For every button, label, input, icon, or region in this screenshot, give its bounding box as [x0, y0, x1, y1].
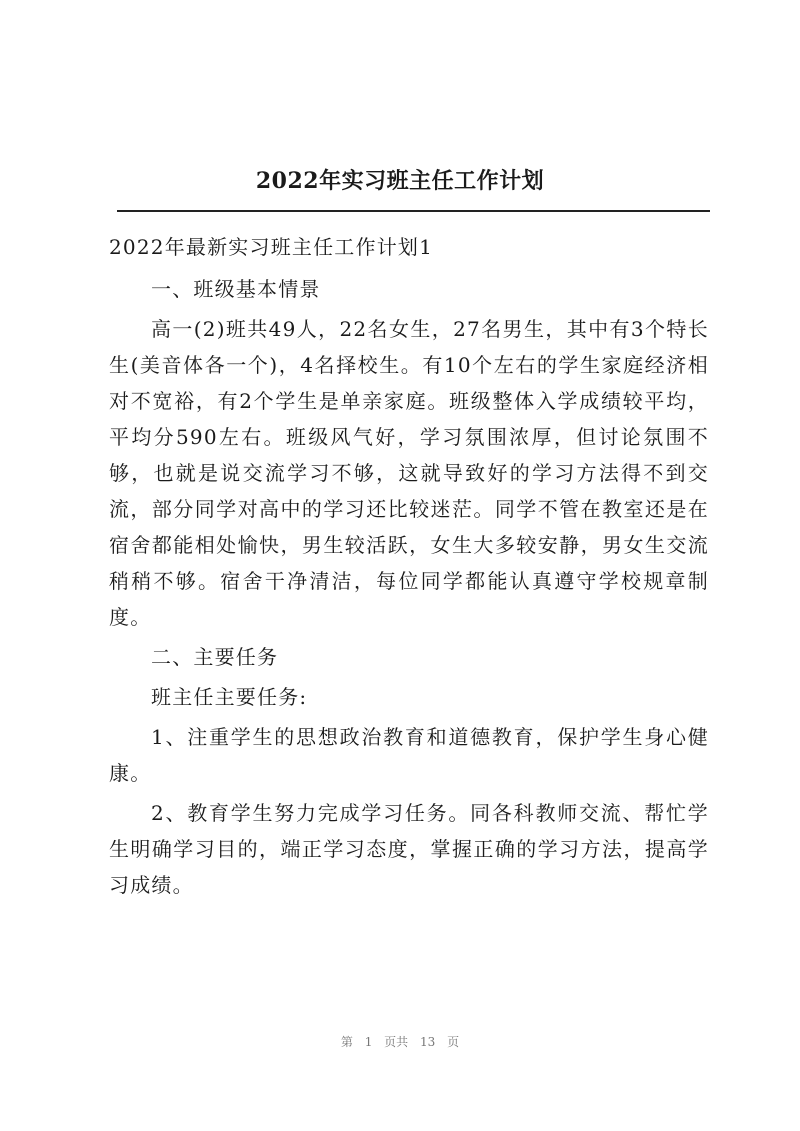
- list-item-task-1: 1、注重学生的思想政治教育和道德教育，保护学生身心健康。: [109, 725, 709, 785]
- paragraph-task-intro: 班主任主要任务:: [151, 685, 308, 709]
- document-title: 2022年实习班主任工作计划: [255, 168, 545, 194]
- section-heading-1: 一、班级基本情景: [151, 277, 321, 301]
- title-divider: [117, 210, 710, 212]
- document-body: [109, 229, 709, 907]
- document-subtitle: 2022年最新实习班主任工作计划1: [109, 235, 434, 259]
- list-item-task-2: 2、教育学生努力完成学习任务。同各科教师交流、帮忙学生明确学习目的，端正学习态度，掌握正确的学习方法，提高学习成绩。: [109, 801, 709, 897]
- page-number-footer: 第 1 页共 13 页: [340, 1035, 460, 1049]
- paragraph-class-info: 高一(2)班共49人，22名女生，27名男生，其中有3个特长生(美音体各一个)，4名择校生。有10个左右的学生家庭经济相对不宽裕，有2个学生是单亲家庭。班级整体入学成绩较平均，平均分590左右。班级风气好，学习氛围浓厚，但讨论氛围不够，也就是说交流学习不够，这就导致好的学习方法得不到交流，部分同学对高中的学习还比较迷茫。同学不管在教室还是在宿舍都能相处愉快，男生较活跃，女生大多较安静，男女生交流稍稍不够。宿舍干净清洁，每位同学都能认真遵守学校规章制度。: [109, 317, 709, 629]
- section-heading-2: 二、主要任务: [151, 645, 279, 669]
